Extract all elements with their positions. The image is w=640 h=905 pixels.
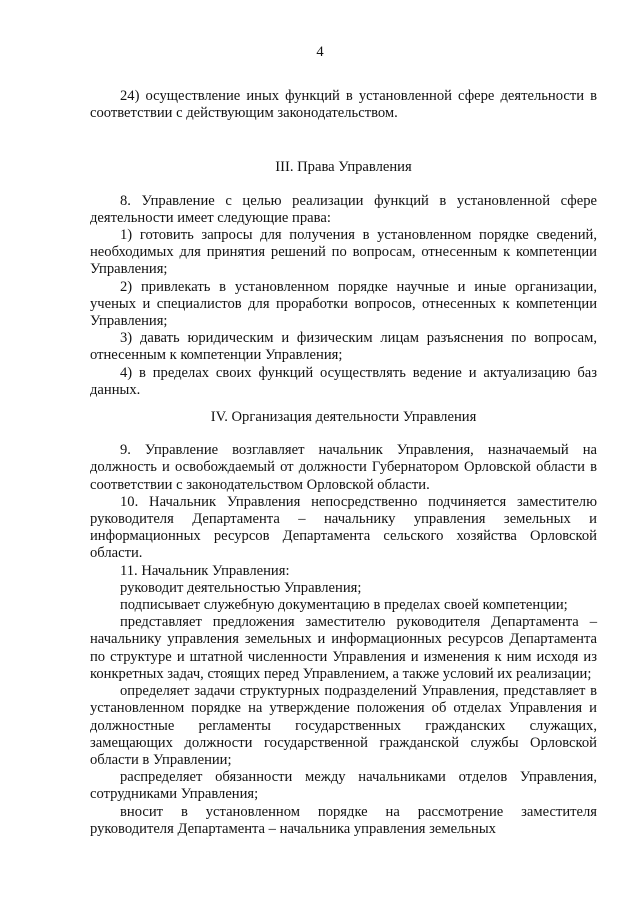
page-number: 4 [316, 44, 324, 60]
duty-proposals: представляет предложения заместителю руководителя Департамента – начальнику управления земельных и информационных ресурсов Департамента по структуре и штатной численности Управления и изменения к ним исходя из конкретных задач, стоящих перед Управлением, а также условий их реализации; [90, 614, 597, 682]
duty-define-tasks: определяет задачи структурных подразделений Управления, представляет в установленном порядке на утверждение положения об отделах Управления и должностные регламенты государственных гражданских служащих, замещающих должности государственной гражданской службы Орловской области в Управлении; [90, 683, 597, 768]
paragraph-item-8: 8. Управление с целью реализации функций в установленной сфере деятельности имеет следующие права: [90, 192, 597, 226]
document-body [90, 88, 597, 838]
paragraph-right-1: 1) готовить запросы для получения в установленном порядке сведений, необходимых для принятия решений по вопросам, отнесенным к компетенции Управления; [90, 227, 597, 278]
paragraph-right-2: 2) привлекать в установленном порядке научные и иные организации, ученых и специалистов для проработки вопросов, отнесенных к компетенции Управления; [90, 278, 597, 330]
paragraph-item-24: 24) осуществление иных функций в установленной сфере деятельности в соответствии с действующим законодательством. [90, 88, 597, 122]
section-heading-organization: IV. Организация деятельности Управления [210, 409, 477, 426]
paragraph-item-11: 11. Начальник Управления: [120, 562, 290, 579]
paragraph-item-10: 10. Начальник Управления непосредственно подчиняется заместителю руководителя Департамента – начальнику управления земельных и информационных ресурсов Департамента сельского хозяйства Орловской области. [90, 493, 597, 562]
paragraph-right-3: 3) давать юридическим и физическим лицам разъяснения по вопросам, отнесенным к компетенции Управления; [90, 330, 597, 364]
paragraph-right-4: 4) в пределах своих функций осуществлять ведение и актуализацию баз данных. [90, 364, 597, 398]
duty-distribute: распределяет обязанности между начальниками отделов Управления, сотрудниками Управления; [90, 769, 597, 803]
section-heading-rights: III. Права Управления [275, 159, 412, 176]
duty-manage: руководит деятельностью Управления; [120, 579, 362, 596]
duty-sign: подписывает служебную документацию в пределах своей компетенции; [120, 597, 568, 614]
paragraph-item-9: 9. Управление возглавляет начальник Управления, назначаемый на должность и освобождаемый от должности Губернатором Орловской области в соответствии с законодательством Орловской области. [90, 442, 597, 493]
duty-submit: вносит в установленном порядке на рассмотрение заместителя руководителя Департамента – начальника управления земельных [90, 803, 597, 837]
